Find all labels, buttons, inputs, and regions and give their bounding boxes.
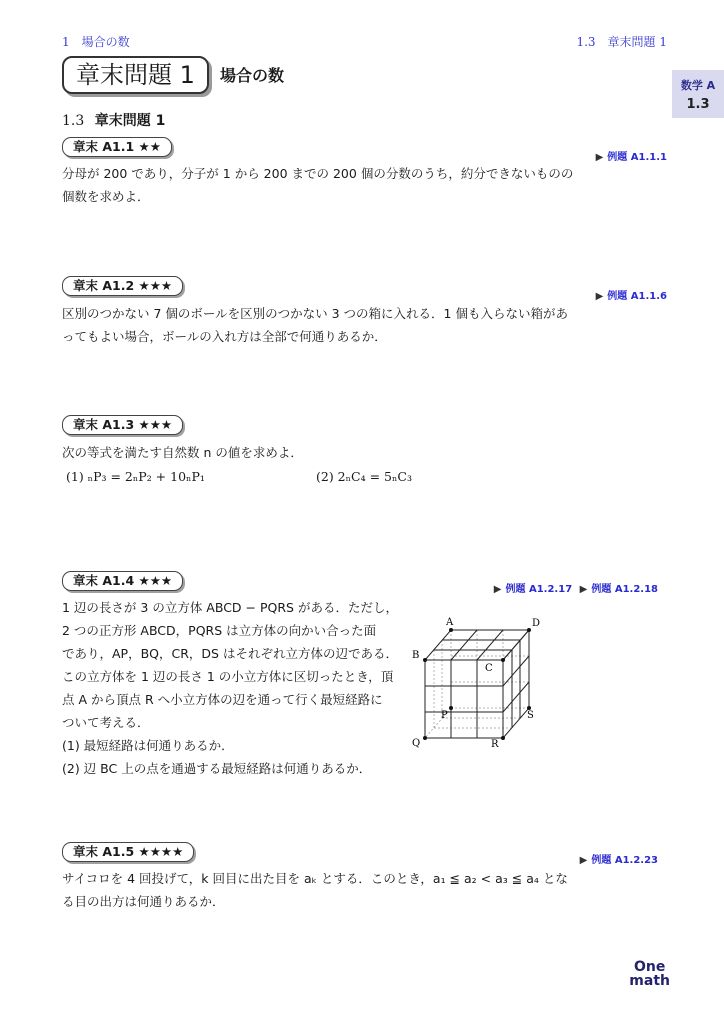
example-ref[interactable]: ▶ 例題 A1.1.1: [595, 152, 667, 163]
example-ref[interactable]: ▶ 例題 A1.2.23: [579, 855, 658, 866]
vertex-label-s: S: [527, 710, 534, 721]
problem-text: 次の等式を満たす自然数 n の値を求めよ．: [62, 445, 303, 460]
example-ref[interactable]: ▶ 例題 A1.1.6: [595, 291, 667, 302]
problem-label: 章末 A1.5 ★★★★: [62, 842, 194, 862]
running-header-left: 1 場合の数: [62, 35, 130, 49]
triangle-right-icon: ▶: [579, 855, 588, 866]
example-ref[interactable]: ▶ 例題 A1.2.17 ▶ 例題 A1.2.18: [493, 584, 658, 595]
vertex-label-p: P: [441, 710, 448, 721]
side-tab: [672, 70, 724, 118]
onemath-logo: One math: [629, 959, 670, 989]
section-number: 1.3: [62, 113, 85, 129]
chapter-title: 章末問題 1: [62, 56, 209, 94]
problem-label: 章末 A1.3 ★★★: [62, 415, 183, 435]
triangle-right-icon: ▶: [579, 584, 588, 595]
triangle-right-icon: ▶: [595, 291, 604, 302]
vertex-label-d: D: [532, 618, 541, 629]
subquestion-2: (2) 2ₙC₄ = 5ₙC₃: [316, 469, 412, 484]
problem-label: 章末 A1.1 ★★: [62, 137, 172, 157]
vertex-label-r: R: [491, 739, 499, 750]
triangle-right-icon: ▶: [595, 152, 604, 163]
problem-label: 章末 A1.4 ★★★: [62, 571, 183, 591]
side-tab-section: 1.3: [686, 97, 710, 112]
subquestion-1: (1) ₙP₃ = 2ₙP₂ + 10ₙP₁: [66, 469, 205, 484]
problem-text: 区別のつかない 7 個のボールを区別のつかない 3 つの箱に入れる．1 個も入らない箱があ ってもよい場合，ボールの入れ方は全部で何通りあるか．: [62, 306, 568, 344]
problem-text: サイコロを 4 回投げて，k 回目に出た目を aₖ とする．このとき，a₁ ≦ a₂ < a₃ ≦ a₄ とな る目の出方は何通りあるか．: [62, 871, 568, 909]
chapter-subtitle: 場合の数: [220, 66, 285, 85]
section-name: 章末問題 1: [94, 113, 166, 129]
cube-figure: [400, 614, 550, 754]
side-tab-subject: 数学 A: [680, 79, 716, 92]
vertex-label-b: B: [412, 650, 420, 661]
problem-label: 章末 A1.2 ★★★: [62, 276, 183, 296]
section-title: [62, 110, 165, 130]
vertex-label-c: C: [485, 663, 493, 674]
problem-text: 分母が 200 であり，分子が 1 から 200 までの 200 個の分数のうち，約分できないものの 個数を求めよ．: [62, 166, 574, 204]
problem-text: 1 辺の長さが 3 の立方体 ABCD − PQRS がある．ただし， 2 つの正方形 ABCD，PQRS は立方体の向かい合った面 であり，AP，BQ，CR，DS はそれぞれ立方体の辺である． この立方体を 1 辺の長さ 1 の小立方体に区切ったとき，頂 点 A から頂点 R へ小立方体の辺を通って行く最短経路に ついて考える． (1) 最短経路は何通りあるか． (2) 辺 BC 上の点を通過する最短経路は何通りあるか．: [62, 600, 398, 776]
vertex-label-q: Q: [412, 738, 421, 749]
running-header-right: 1.3 章末問題 1: [576, 35, 667, 49]
triangle-right-icon: ▶: [493, 584, 502, 595]
vertex-label-a: A: [446, 617, 454, 628]
